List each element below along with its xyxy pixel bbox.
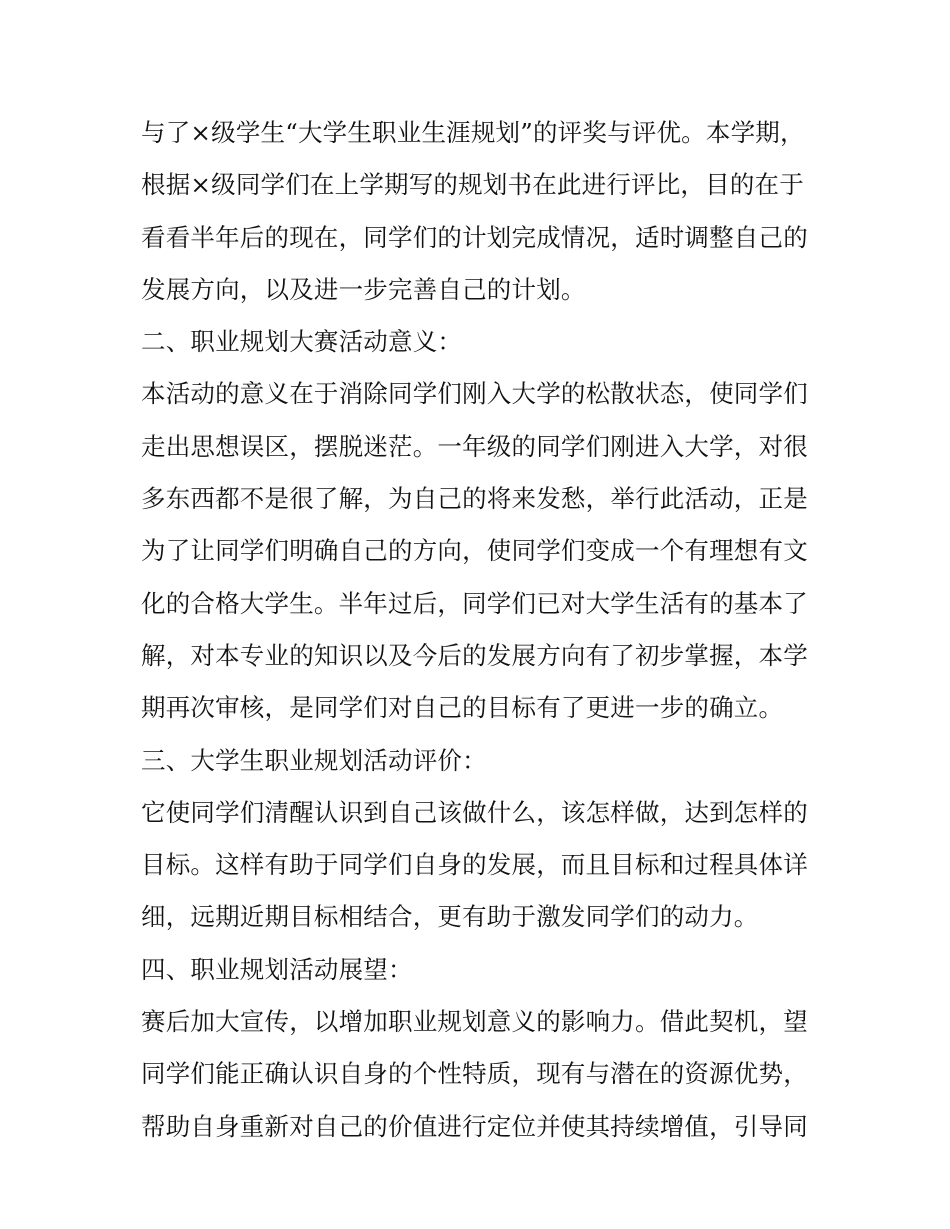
text-line: 本活动的意义在于消除同学们刚入大学的松散状态，使同学们 — [141, 379, 808, 409]
text-line: 它使同学们清醒认识到自己该做什么，该怎样做，达到怎样的 — [141, 797, 808, 827]
text-line: 走出思想误区，摆脱迷茫。一年级的同学们刚进入大学，对很 — [141, 431, 808, 461]
text-line: 赛后加大宣传，以增加职业规划意义的影响力。借此契机，望 — [141, 1007, 808, 1037]
text-line: 帮助自身重新对自己的价值进行定位并使其持续增值，引导同 — [141, 1111, 808, 1141]
section-heading-4: 四、职业规划活动展望： — [141, 954, 413, 984]
text-line: 发展方向，以及进一步完善自己的计划。 — [141, 274, 586, 304]
section-heading-3: 三、大学生职业规划活动评价： — [141, 745, 487, 775]
body-text — [141, 107, 821, 1153]
text-line: 同学们能正确认识自身的个性特质，现有与潜在的资源优势， — [141, 1059, 808, 1089]
text-line: 根据×级同学们在上学期写的规划书在此进行评比，目的在于 — [141, 170, 804, 200]
text-line: 为了让同学们明确自己的方向，使同学们变成一个有理想有文 — [141, 536, 808, 566]
text-line: 期再次审核，是同学们对自己的目标有了更进一步的确立。 — [141, 693, 784, 723]
text-line: 细，远期近期目标相结合，更有助于激发同学们的动力。 — [141, 902, 759, 932]
text-line: 与了×级学生“大学生职业生涯规划”的评奖与评优。本学期， — [141, 118, 805, 147]
text-line: 看看半年后的现在，同学们的计划完成情况，适时调整自己的 — [141, 222, 808, 252]
text-line: 化的合格大学生。半年过后，同学们已对大学生活有的基本了 — [141, 588, 808, 618]
section-heading-2: 二、职业规划大赛活动意义： — [141, 327, 463, 357]
text-line: 多东西都不是很了解，为自己的将来发愁，举行此活动，正是 — [141, 484, 808, 514]
text-line: 目标。这样有助于同学们自身的发展，而且目标和过程具体详 — [141, 850, 808, 880]
text-line: 解，对本专业的知识以及今后的发展方向有了初步掌握，本学 — [141, 640, 808, 670]
